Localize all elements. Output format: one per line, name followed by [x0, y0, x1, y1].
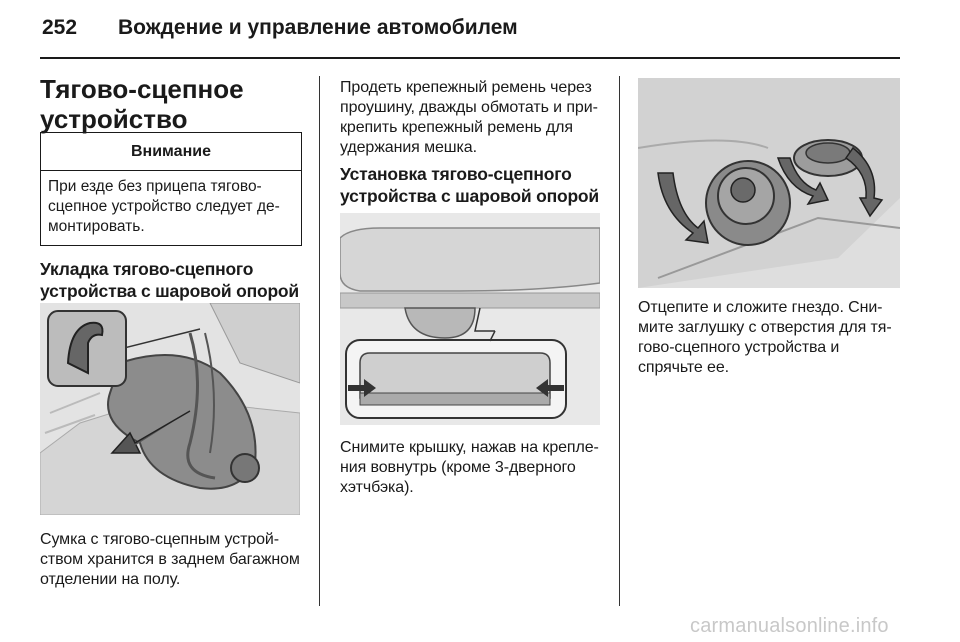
caption-remove-cover: Снимите крышку, нажав на крепле-ния вовнутрь (кроме 3-дверного хэтчбэка). [340, 439, 599, 496]
warning-text: При езде без прицепа тягово-сцепное устройство следует де-монтировать. [48, 178, 280, 235]
figure-remove-cover [340, 213, 600, 425]
page-header-title: Вождение и управление автомобилем [118, 16, 518, 39]
page-number: 252 [42, 16, 78, 39]
warning-box [40, 132, 302, 246]
remove-cover-illustration [340, 213, 600, 425]
column-divider-1 [319, 76, 320, 606]
column-divider-2 [619, 76, 620, 606]
intro-text: Продеть крепежный ремень через проушину, дважды обмотать и при-крепить крепежный ремень для удержания мешка. [340, 79, 598, 156]
figure-socket [638, 78, 900, 288]
figure-trunk-bag [40, 303, 300, 515]
socket-illustration [638, 78, 900, 288]
trunk-bag-illustration [40, 303, 300, 515]
caption-storage: Сумка с тягово-сцепным устрой-ством хранится в заднем багажном отделении на полу. [40, 531, 300, 588]
section-heading: Тягово-сцепное устройство [40, 74, 244, 134]
caption-socket: Отцепите и сложите гнездо. Сни-мите заглушку с отверстия для тя-гово-сцепного устройства и спрячьте ее. [638, 299, 892, 376]
watermark: carmanualsonline.info [690, 615, 889, 637]
header-divider [40, 57, 900, 59]
subheading-installation: Установка тягово-сцепного устройства с шаровой опорой [340, 164, 599, 206]
subheading-storage: Укладка тягово-сцепного устройства с шаровой опорой [40, 259, 299, 301]
warning-title: Внимание [41, 133, 301, 171]
